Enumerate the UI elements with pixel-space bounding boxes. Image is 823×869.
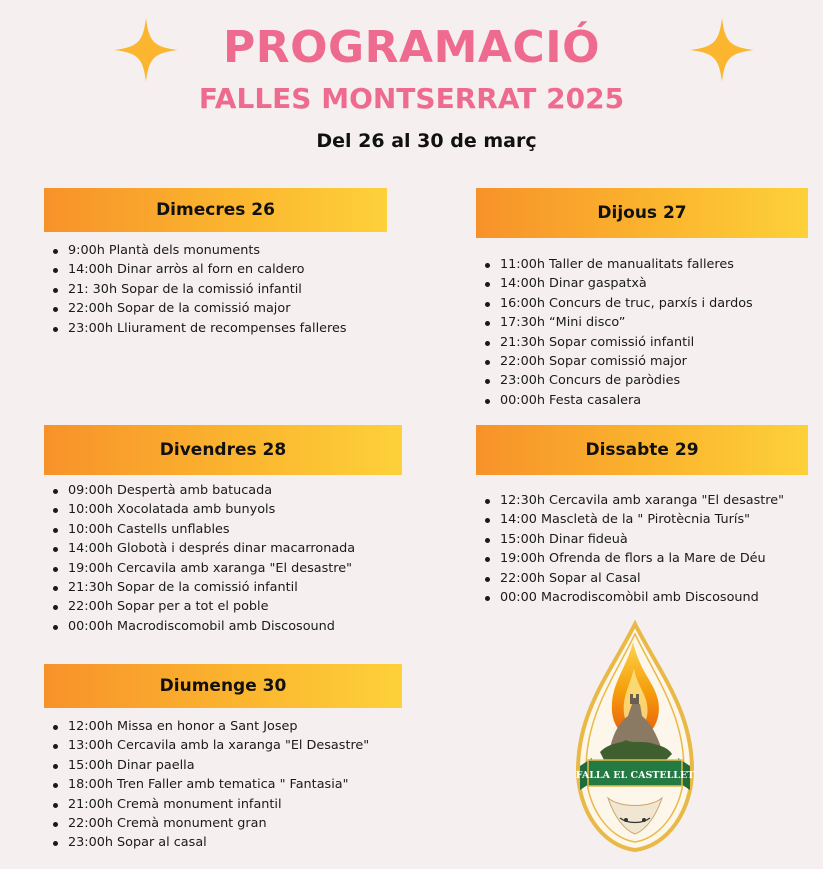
day-header-dimecres: [44, 188, 387, 232]
list-item: 22:00h Cremà monument gran: [53, 814, 369, 833]
list-item: 14:00h Globotà i després dinar macarronada: [53, 539, 355, 558]
list-item: 15:00h Dinar fideuà: [485, 530, 784, 549]
list-item: 21:00h Cremà monument infantil: [53, 795, 369, 814]
event-list-dissabte: [485, 491, 784, 607]
list-item: 23:00h Concurs de paròdies: [485, 371, 753, 390]
list-item: 11:00h Taller de manualitats falleres: [485, 255, 753, 274]
list-item: 12:30h Cercavila amb xaranga "El desastre": [485, 491, 784, 510]
list-item: 14:00h Dinar gaspatxà: [485, 274, 753, 293]
list-item: 21:30h Sopar comissió infantil: [485, 333, 753, 352]
day-title: Dissabte 29: [585, 440, 699, 460]
list-item: 14:00h Dinar arròs al forn en caldero: [53, 260, 347, 279]
event-list-diumenge: [53, 717, 369, 853]
list-item: 09:00h Despertà amb batucada: [53, 481, 355, 500]
list-item: 18:00h Tren Faller amb tematica " Fantasia": [53, 775, 369, 794]
list-item: 22:00h Sopar de la comissió major: [53, 299, 347, 318]
day-header-diumenge: [44, 664, 402, 708]
list-item: 00:00h Macrodiscomobil amb Discosound: [53, 617, 355, 636]
list-item: 22:00h Sopar al Casal: [485, 569, 784, 588]
list-item: 15:00h Dinar paella: [53, 756, 369, 775]
list-item: 00:00 Macrodiscomòbil amb Discosound: [485, 588, 784, 607]
list-item: 9:00h Plantà dels monuments: [53, 241, 347, 260]
list-item: 22:00h Sopar comissió major: [485, 352, 753, 371]
day-header-dissabte: [476, 425, 808, 475]
list-item: 19:00h Cercavila amb xaranga "El desastre": [53, 559, 355, 578]
page-subtitle: FALLES MONTSERRAT 2025: [198, 82, 625, 115]
list-item: 12:00h Missa en honor a Sant Josep: [53, 717, 369, 736]
list-item: 19:00h Ofrenda de flors a la Mare de Déu: [485, 549, 784, 568]
day-header-divendres: [44, 425, 402, 475]
list-item: 10:00h Xocolatada amb bunyols: [53, 500, 355, 519]
date-range: Del 26 al 30 de març: [316, 130, 537, 152]
day-title: Dijous 27: [597, 203, 687, 223]
list-item: 22:00h Sopar per a tot el poble: [53, 597, 355, 616]
falla-castellet-logo-icon: [570, 620, 700, 856]
day-header-dijous: [476, 188, 808, 238]
page-title: PROGRAMACIÓ: [223, 22, 600, 73]
day-title: Diumenge 30: [159, 676, 287, 696]
list-item: 10:00h Castells unflables: [53, 520, 355, 539]
event-list-dimecres: [53, 241, 347, 338]
emblem-text: FALLA EL CASTELLET: [575, 770, 695, 781]
list-item: 00:00h Festa casalera: [485, 391, 753, 410]
list-item: 13:00h Cercavila amb la xaranga "El Desastre": [53, 736, 369, 755]
list-item: 21:30h Sopar de la comissió infantil: [53, 578, 355, 597]
event-list-dijous: [485, 255, 753, 410]
list-item: 21: 30h Sopar de la comissió infantil: [53, 280, 347, 299]
list-item: 17:30h “Mini disco”: [485, 313, 753, 332]
event-list-divendres: [53, 481, 355, 636]
list-item: 23:00h Sopar al casal: [53, 833, 369, 852]
day-title: Divendres 28: [159, 440, 287, 460]
day-title: Dimecres 26: [156, 200, 275, 220]
list-item: 16:00h Concurs de truc, parxís i dardos: [485, 294, 753, 313]
list-item: 14:00 Mascletà de la " Pirotècnia Turís": [485, 510, 784, 529]
list-item: 23:00h Lliurament de recompenses falleres: [53, 319, 347, 338]
